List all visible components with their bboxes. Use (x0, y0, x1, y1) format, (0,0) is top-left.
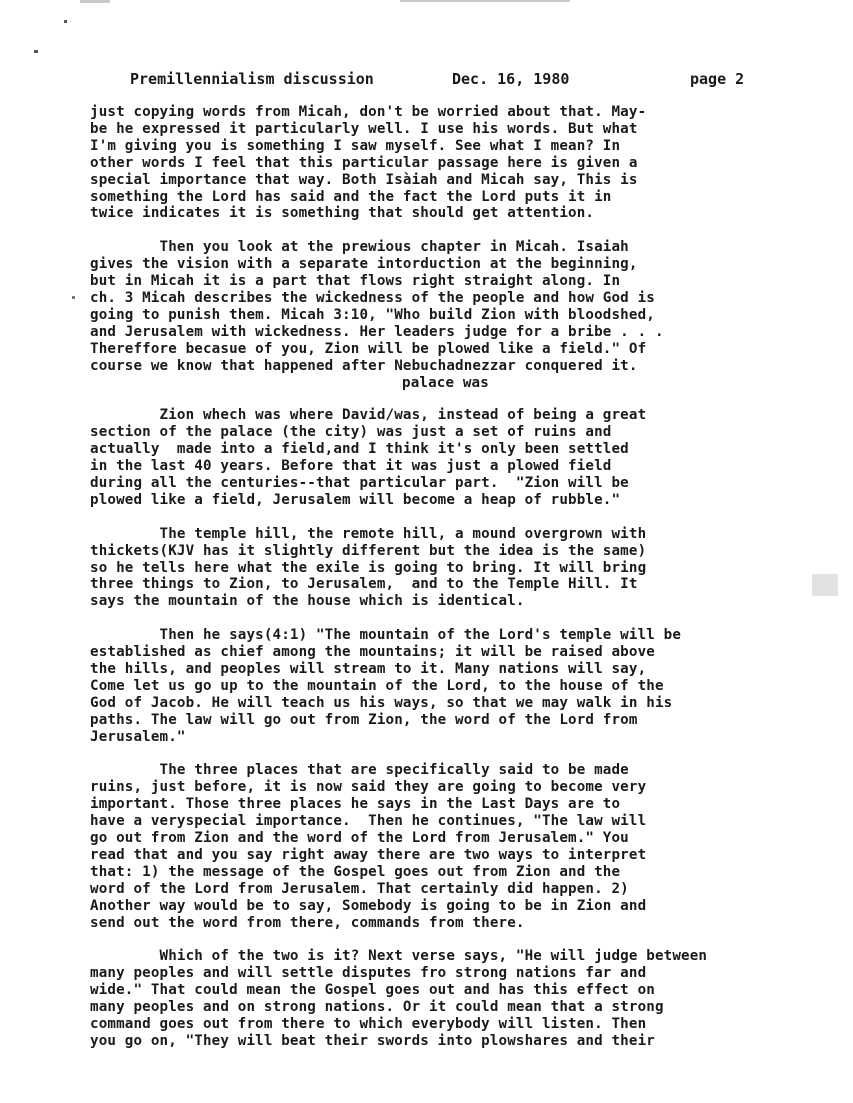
text-line: and Jerusalem with wickedness. Her leaders judge for a bribe . . . (90, 323, 664, 340)
text-line: read that and you say right away there are two ways to interpret (90, 846, 647, 863)
paragraph (90, 407, 820, 508)
text-line: other words I feel that this particular passage here is given a (90, 154, 638, 171)
text-line: have a veryspecial importance. Then he continues, "The law will (90, 813, 647, 830)
text-line: just copying words from Micah, don't be worried about that. May- (90, 104, 647, 120)
text-line: actually made into a field,and I think it's only been settled (90, 441, 629, 458)
text-line: command goes out from there to which everybody will listen. Then (90, 1015, 647, 1032)
text-line: the hills, and peoples will stream to it. Many nations will say, (90, 660, 647, 677)
text-line: The three places that are specifically said to be made (90, 762, 629, 779)
text-line: thickets(KJV has it slightly different but the idea is the same) (90, 542, 647, 559)
scan-mark-top-right (400, 0, 570, 2)
text-line: you go on, "They will beat their swords into plowshares and their (90, 1032, 655, 1049)
text-line: word of the Lord from Jerusalem. That certainly did happen. 2) (90, 880, 629, 897)
paragraph (90, 948, 820, 1049)
text-line: send out the word from there, commands from there. (90, 914, 525, 931)
text-line: special importance that way. Both Isàiah and Micah say, This is (90, 171, 638, 188)
text-line: Thereffore becasue of you, Zion will be plowed like a field." Of (90, 340, 647, 357)
text-line: Then you look at the prewious chapter in Micah. Isaiah (90, 239, 629, 256)
text-line: go out from Zion and the word of the Lord from Jerusalem." You (90, 829, 629, 846)
text-line: many peoples and on strong nations. Or it could mean that a strong (90, 999, 664, 1016)
text-line: I'm giving you is something I saw myself. See what I mean? In (90, 137, 621, 154)
paragraph (90, 104, 820, 222)
page-number: page 2 (690, 70, 745, 88)
scan-mark-left (64, 20, 67, 23)
document-body (90, 104, 820, 1067)
text-line: plowed like a field, Jerusalem will become a heap of rubble." (90, 491, 621, 508)
text-line: gives the vision with a separate intorduction at the beginning, (90, 256, 638, 273)
paragraph (90, 762, 820, 931)
handwritten-insertion: palace was (402, 375, 489, 392)
text-line: says the mountain of the house which is identical. (90, 593, 525, 610)
text-line: established as chief among the mountains; it will be raised above (90, 644, 655, 661)
text-line: wide." That could mean the Gospel goes out and has this effect on (90, 982, 655, 999)
scan-mark-top (80, 0, 110, 3)
text-line: ruins, just before, it is now said they are going to become very (90, 779, 647, 796)
text-line: going to punish them. Micah 3:10, "Who build Zion with bloodshed, (90, 306, 655, 323)
text-line: be he expressed it particularly well. I use his words. But what (90, 120, 638, 137)
text-line: Another way would be to say, Somebody is going to be in Zion and (90, 897, 647, 914)
text-line: but in Micah it is a part that flows right straight along. In (90, 273, 621, 290)
text-line: God of Jacob. He will teach us his ways, so that we may walk in his (90, 694, 673, 711)
text-line: three things to Zion, to Jerusalem, and to the Temple Hill. It (90, 576, 638, 593)
paragraph (90, 627, 820, 745)
text-line: in the last 40 years. Before that it was just a plowed field (90, 458, 612, 475)
text-line: many peoples and will settle disputes fro strong nations far and (90, 965, 647, 982)
text-line: Then he says(4:1) "The mountain of the Lord's temple will be (90, 627, 682, 644)
text-line: paths. The law will go out from Zion, the word of the Lord from (90, 711, 638, 728)
text-line: Jerusalem." (90, 728, 186, 745)
text-line: something the Lord has said and the fact the Lord puts it in (90, 188, 612, 205)
page-header (130, 70, 770, 92)
text-line: ch. 3 Micah describes the wickedness of the people and how God is (90, 289, 655, 306)
text-line: Zion whech was where David/was, instead of being a great (90, 407, 647, 424)
text-line: that: 1) the message of the Gospel goes out from Zion and the (90, 863, 621, 880)
text-line: The temple hill, the remote hill, a mound overgrown with (90, 525, 647, 542)
paragraph (90, 239, 820, 390)
document-title: Premillennialism discussion (130, 70, 374, 88)
text-line: section of the palace (the city) was just a set of ruins and (90, 424, 612, 441)
text-line: Come let us go up to the mountain of the Lord, to the house of the (90, 677, 664, 694)
text-line: Which of the two is it? Next verse says, "He will judge between (90, 948, 708, 965)
text-line: during all the centuries--that particular part. "Zion will be (90, 475, 629, 491)
paragraph (90, 526, 820, 611)
text-line: so he tells here what the exile is going to bring. It will bring (90, 559, 647, 576)
text-line: twice indicates it is something that should get attention. (90, 205, 595, 222)
scan-mark-left-lower (34, 50, 38, 53)
document-date: Dec. 16, 1980 (452, 70, 570, 88)
text-line: course we know that happened after Nebuchadnezzar conquered it. (90, 357, 638, 374)
text-line: important. Those three places he says in the Last Days are to (90, 796, 621, 813)
scan-mark-margin (72, 296, 75, 299)
